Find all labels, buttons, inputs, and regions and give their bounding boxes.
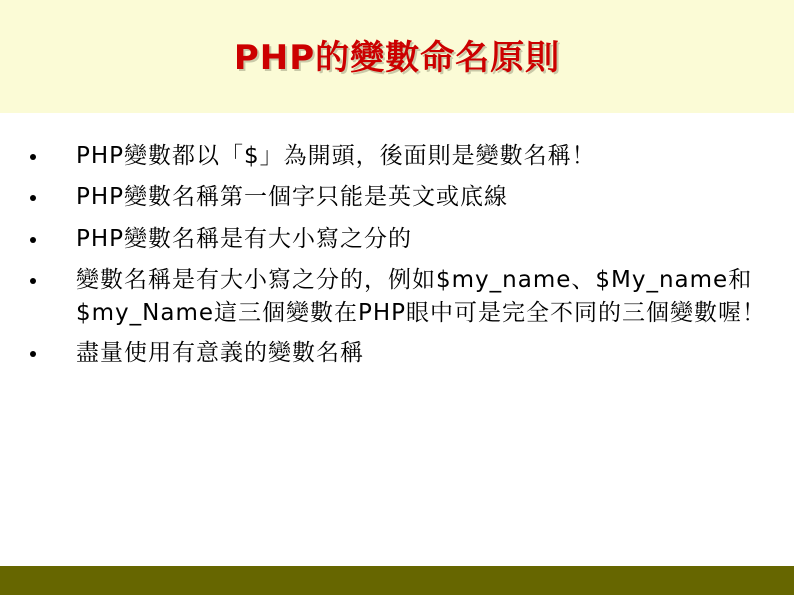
bullet-text: 變數名稱是有大小寫之分的，例如$my_name、$My_name和$my_Name這三個變數在PHP眼中可是完全不同的三個變數喔！	[76, 267, 767, 326]
bullet-item	[30, 337, 770, 370]
bullet-item	[30, 181, 770, 214]
footer-bar	[0, 566, 794, 595]
bullet-item	[30, 264, 770, 330]
bullet-dot-icon	[30, 195, 36, 201]
title-band	[0, 0, 794, 113]
bullet-text: PHP變數名稱第一個字只能是英文或底線	[76, 184, 509, 210]
bullet-text: PHP變數名稱是有大小寫之分的	[76, 226, 413, 252]
slide-title: PHP的變數命名原則	[233, 38, 561, 78]
bullet-list	[30, 140, 770, 370]
bullet-text: PHP變數都以「$」為開頭，後面則是變數名稱！	[76, 143, 596, 169]
bullet-text: 盡量使用有意義的變數名稱	[76, 340, 364, 366]
bullet-dot-icon	[30, 237, 36, 243]
bullet-dot-icon	[30, 154, 36, 160]
bullet-dot-icon	[30, 278, 36, 284]
bullet-item	[30, 223, 770, 256]
bullet-dot-icon	[30, 351, 36, 357]
bullet-item	[30, 140, 770, 173]
